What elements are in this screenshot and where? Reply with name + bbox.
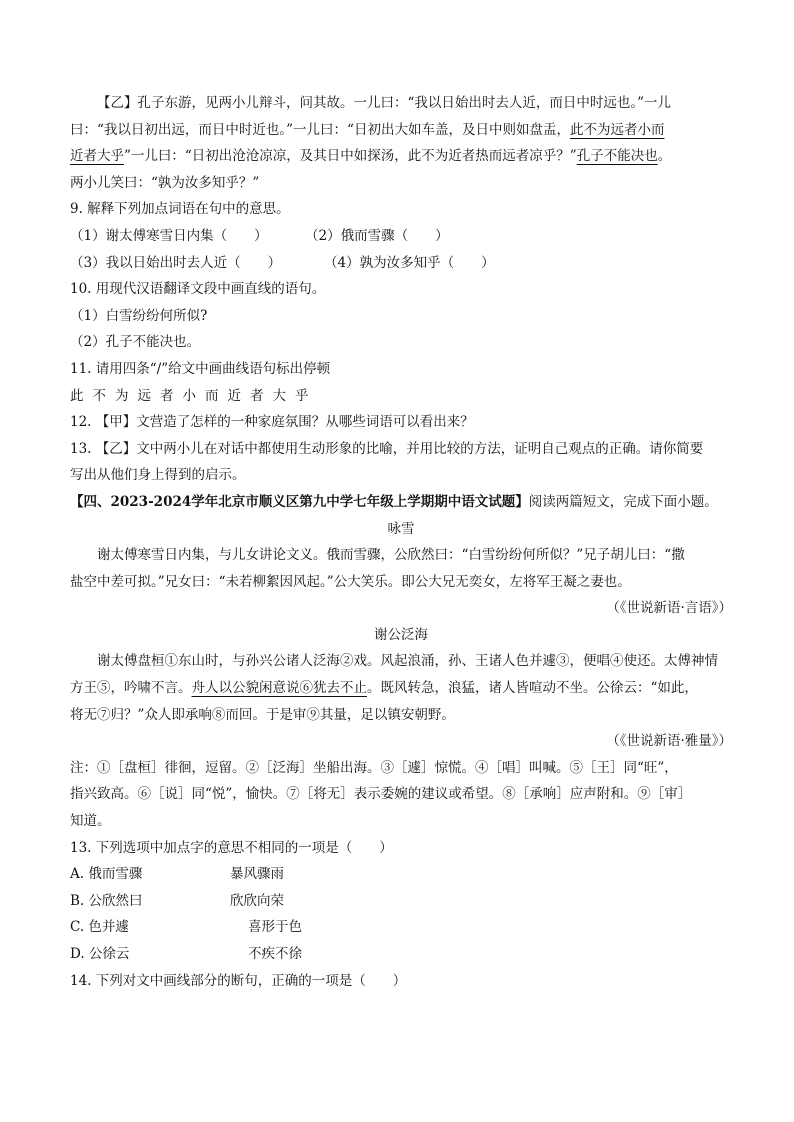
q9-title: 9. 解释下列加点词语在句中的意思。 [70, 201, 290, 218]
q10-item-1: （1）白雪纷纷何所似? [70, 307, 208, 324]
yi-line-3 [70, 143, 732, 170]
poem2-title: 谢公泛海 [374, 626, 428, 643]
document-page [70, 90, 732, 994]
yi-underlined-3: 孔子不能决也 [576, 148, 658, 165]
notes-line-1: 注：①［盘桓］徘徊，逗留。②［泛海］坐船出海。③［遽］惊慌。④［唱］叫喊。⑤［王］同“旺”， [70, 759, 678, 776]
question-14: 14. 下列对文中画线部分的断句，正确的一项是（ ） [70, 972, 407, 989]
poem2-line-2 [70, 675, 732, 702]
notes-line-3: 知道。 [70, 813, 111, 830]
poem1-line-2: 盐空中差可拟。”兄女曰：“未若柳絮因风起。”公大笑乐。即公大兄无奕女，左将军王凝之妻也。 [70, 573, 631, 590]
yi-line-2-text: 曰：“我以日初出远，而日中时近也。”一儿曰：“日初出大如车盖，及日中则如盘盂， [70, 121, 570, 138]
poem2-line-3: 将无⑦归？”众人即承响⑧而回。于是审⑨其量，足以镇安朝野。 [70, 706, 455, 723]
q13a-line-2: 写出从他们身上得到的启示。 [70, 467, 246, 484]
yi-underlined-2: 近者大乎 [70, 148, 124, 165]
q11-title: 11. 请用四条“/”给文中画曲线语句标出停顿 [70, 360, 331, 377]
yi-line-2 [70, 117, 732, 144]
question-13a [70, 436, 732, 489]
yi-underlined-1: 此不为远者小而 [569, 121, 665, 138]
q11-sentence: 此不为远者小而近者大乎 [70, 387, 318, 404]
option-a-right: 暴风骤雨 [230, 866, 284, 883]
yi-passage [70, 90, 732, 196]
option-d-left: D. 公徐云 [70, 946, 130, 962]
poem2-source: （《世说新语·雅量》） [606, 733, 732, 750]
option-c [70, 914, 732, 941]
q13b-title: 13. 下列选项中加点字的意思不相同的一项是（ ） [70, 839, 393, 856]
q9-item-3: （3）我以日始出时去人近（ ） [70, 254, 282, 271]
poem1-title: 咏雪 [387, 520, 415, 537]
option-b-left: B. 公欣然曰 [70, 892, 143, 909]
poem2-line-2-end: 。既风转急，浪猛，诸人皆喧动不坐。公徐云：“如此， [367, 680, 698, 697]
question-12: 12. 【甲】文营造了怎样的一种家庭氛围？从哪些词语可以看出来？ [70, 414, 474, 431]
poem-yong-xue [70, 516, 732, 622]
poem1-source: （《世说新语·言语》） [606, 600, 732, 617]
q9-row-2 [70, 250, 732, 277]
q13a-line-1: 13. 【乙】文中两小儿在对话中都使用生动形象的比喻，并用比较的方法，证明自己观点的正确。请你简要 [70, 440, 704, 457]
q9-item-4: （4）孰为汝多知乎（ ） [324, 254, 495, 271]
yi-line-1: 【乙】孔子东游，见两小儿辩斗，问其故。一儿曰：“我以日始出时去人近，而日中时远也。”一儿 [97, 95, 672, 111]
option-c-right: 喜形于色 [248, 919, 302, 936]
yi-line-4: 两小儿笑曰：“孰为汝多知乎？” [70, 174, 260, 191]
question-13b [70, 835, 732, 968]
option-c-left: C. 色并遽 [70, 919, 129, 936]
q10-item-2: （2）孔子不能决也。 [70, 334, 201, 351]
yi-line-3-text: ”一儿曰：“日初出沧沧凉凉，及其日中如探汤，此不为近者热而远者凉乎？” [124, 148, 577, 165]
poem-xie-gong-fan-hai [70, 622, 732, 755]
poem2-underlined: 舟人以公貌闲意说⑥犹去不止 [191, 680, 367, 697]
option-d [70, 941, 732, 968]
yi-line-3-end: 。 [657, 148, 672, 165]
poem2-line-1: 谢太傅盘桓①东山时，与孙兴公诸人泛海②戏。风起浪涌，孙、王诸人色并遽③，便唱④使还。太傅神情 [97, 653, 718, 670]
q9-row-1 [70, 223, 732, 250]
section-4-title: 【四、2023-2024学年北京市顺义区第九中学七年级上学期期中语文试题】 [70, 493, 529, 510]
q9-item-2: （2）俄而雪骤（ ） [305, 227, 449, 244]
question-10 [70, 276, 732, 356]
option-b [70, 888, 732, 915]
poem2-line-2-text: 方王⑤，吟啸不言。 [70, 680, 192, 697]
section-4-heading [70, 489, 732, 516]
question-11 [70, 356, 732, 409]
question-9 [70, 196, 732, 276]
option-b-right: 欣欣向荣 [230, 892, 284, 909]
poem1-line-1: 谢太傅寒雪日内集，与儿女讲论文义。俄而雪骤，公欣然曰：“白雪纷纷何所似？”兄子胡儿曰：“撒 [97, 547, 685, 564]
q10-title: 10. 用现代汉语翻译文段中画直线的语句。 [70, 281, 326, 298]
notes-line-2: 指兴致高。⑥［说］同“悦”，愉快。⑦［将无］表示委婉的建议或希望。⑧［承响］应声附和。⑨［审］ [70, 786, 692, 803]
notes [70, 755, 732, 835]
q9-item-1: （1）谢太傅寒雪日内集（ ） [70, 227, 268, 244]
section-4-instruction: 阅读两篇短文，完成下面小题。 [528, 493, 718, 510]
option-a [70, 861, 732, 888]
option-a-left: A. 俄而雪骤 [70, 866, 143, 883]
option-d-right: 不疾不徐 [248, 946, 302, 962]
